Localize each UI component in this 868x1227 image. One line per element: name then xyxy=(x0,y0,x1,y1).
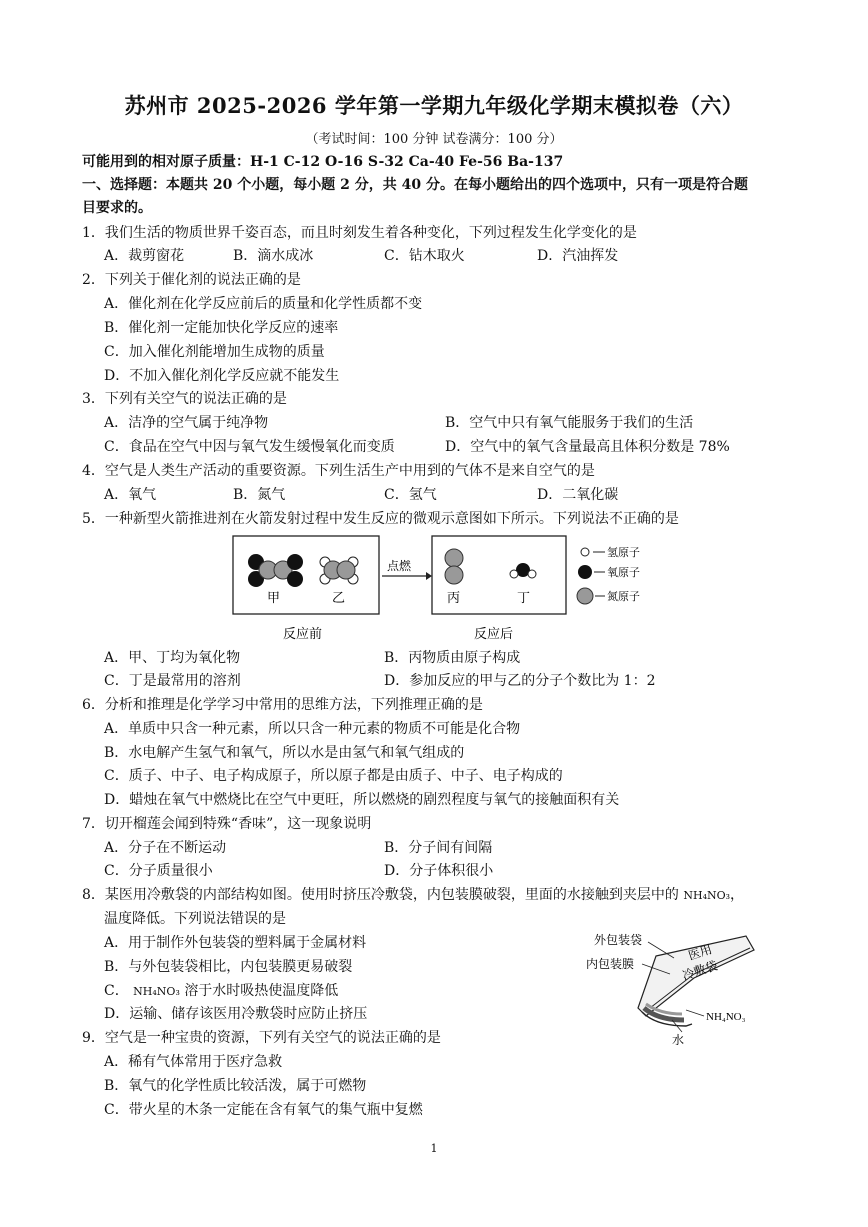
q4-option-c: C．氢气 xyxy=(384,487,437,503)
reaction-diagram xyxy=(232,532,672,647)
page-number: 1 xyxy=(430,1142,438,1155)
label-chem: NH₄NO₃ xyxy=(706,1011,746,1023)
label-water: 水 xyxy=(672,1033,685,1047)
question-7-stem: 7．切开榴莲会闻到特殊“香味”，这一现象说明 xyxy=(82,816,372,832)
q8-c-chem: NH₄NO₃ xyxy=(133,985,180,998)
q6-option-c: C．质子、中子、电子构成原子，所以原子都是由质子、中子、电子构成的 xyxy=(104,768,563,784)
legend-h: 氢原子 xyxy=(607,547,640,559)
q8-option-c: C． NH₄NO₃ 溶于水时吸热使温度降低 xyxy=(104,983,339,999)
label-before: 反应前 xyxy=(283,626,323,641)
q1-option-d: D．汽油挥发 xyxy=(537,248,619,264)
atomic-masses: 可能用到的相对原子质量：H-1 C-12 O-16 S-32 Ca-40 Fe-56 Ba-137 xyxy=(82,154,564,170)
q4-option-b: B．氮气 xyxy=(233,487,286,503)
label-ding: 丁 xyxy=(517,590,531,605)
label-med1: 医用 xyxy=(686,942,714,963)
q9-option-c: C．带火星的木条一定能在含有氧气的集气瓶中复燃 xyxy=(104,1102,423,1118)
q5-option-c: C．丁是最常用的溶剂 xyxy=(104,673,241,689)
q3-option-d: D．空气中的氧气含量最高且体积分数是 78% xyxy=(445,439,730,455)
question-2-stem: 2．下列关于催化剂的说法正确的是 xyxy=(82,272,301,288)
molecule-jia xyxy=(248,554,303,587)
q6-option-d: D．蜡烛在氧气中燃烧比在空气中更旺，所以燃烧的剧烈程度与氧气的接触面积有关 xyxy=(104,792,620,808)
q2-option-c: C．加入催化剂能增加生成物的质量 xyxy=(104,344,325,360)
q9-option-a: A．稀有气体常用于医疗急救 xyxy=(104,1054,283,1070)
label-after: 反应后 xyxy=(474,626,514,641)
molecule-bing xyxy=(445,549,463,584)
q9-option-b: B．氧气的化学性质比较活泼，属于可燃物 xyxy=(104,1078,367,1094)
arrow-label: 点燃 xyxy=(387,559,412,573)
legend-n-icon xyxy=(577,588,593,604)
label-yi: 乙 xyxy=(332,590,346,605)
q6-option-b: B．水电解产生氢气和氧气，所以水是由氢气和氧气组成的 xyxy=(104,745,465,761)
legend-n: 氮原子 xyxy=(607,591,640,603)
legend-h-icon xyxy=(581,548,589,556)
q8-stem-chem: NH₄NO₃ xyxy=(683,889,731,902)
exam-info: （考试时间：100 分钟 试卷满分：100 分） xyxy=(305,132,563,147)
question-8-stem-cont: 温度降低。下列说法错误的是 xyxy=(104,911,286,927)
q2-option-d: D．不加入催化剂化学反应就不能发生 xyxy=(104,368,340,384)
q6-option-a: A．单质中只含一种元素，所以只含一种元素的物质不可能是化合物 xyxy=(104,721,521,737)
q8-option-a: A．用于制作外包装袋的塑料属于金属材料 xyxy=(104,935,367,951)
q2-option-a: A．催化剂在化学反应前后的质量和化学性质都不变 xyxy=(104,296,423,312)
q2-option-b: B．催化剂一定能加快化学反应的速率 xyxy=(104,320,339,336)
q7-option-c: C．分子质量很小 xyxy=(104,863,213,879)
question-6-stem: 6．分析和推理是化学学习中常用的思维方法，下列推理正确的是 xyxy=(82,697,483,713)
section-heading: 一、选择题：本题共 20 个小题，每小题 2 分，共 40 分。在每小题给出的四个选项中，只有一项是符合题 xyxy=(82,177,748,193)
section-heading-cont: 目要求的。 xyxy=(82,200,152,216)
page-title: 苏州市 2025-2026 学年第一学期九年级化学期末模拟卷（六） xyxy=(124,93,744,118)
label-bing: 丙 xyxy=(447,590,461,605)
q8-option-b: B．与外包装袋相比，内包装膜更易破裂 xyxy=(104,959,353,975)
q3-option-c: C．食品在空气中因与氧气发生缓慢氧化而变质 xyxy=(104,439,395,455)
legend-o: 氧原子 xyxy=(607,567,640,579)
q5-option-a: A．甲、丁均为氧化物 xyxy=(104,650,241,666)
label-med2: 冷敷袋 xyxy=(680,958,720,983)
molecule-ding xyxy=(510,563,536,578)
q5-option-b: B．丙物质由原子构成 xyxy=(384,650,521,666)
q1-option-b: B．滴水成冰 xyxy=(233,248,314,264)
cold-pack-diagram xyxy=(586,930,786,1050)
question-5-stem: 5．一种新型火箭推进剂在火箭发射过程中发生反应的微观示意图如下所示。下列说法不正确的是 xyxy=(82,511,679,527)
label-jia: 甲 xyxy=(267,590,281,605)
q4-option-d: D．二氧化碳 xyxy=(537,487,619,503)
label-inner: 内包装膜 xyxy=(586,957,635,971)
q3-option-b: B．空气中只有氧气能服务于我们的生活 xyxy=(445,415,694,431)
q7-option-d: D．分子体积很小 xyxy=(384,863,494,879)
q5-option-d: D．参加反应的甲与乙的分子个数比为 1：2 xyxy=(384,673,656,689)
q7-option-b: B．分子间有间隔 xyxy=(384,840,493,856)
q4-option-a: A．氧气 xyxy=(104,487,157,503)
q1-option-a: A．裁剪窗花 xyxy=(104,248,185,264)
question-3-stem: 3．下列有关空气的说法正确的是 xyxy=(82,391,287,407)
question-1-stem: 1．我们生活的物质世界千姿百态，而且时刻发生着各种变化，下列过程发生化学变化的是 xyxy=(82,225,637,241)
legend-o-icon xyxy=(578,565,592,579)
question-4-stem: 4．空气是人类生产活动的重要资源。下列生活生产中用到的气体不是来自空气的是 xyxy=(82,463,595,479)
question-9-stem: 9．空气是一种宝贵的资源，下列有关空气的说法正确的是 xyxy=(82,1030,441,1046)
q1-option-c: C．钻木取火 xyxy=(384,248,465,264)
q8-option-d: D．运输、储存该医用冷敷袋时应防止挤压 xyxy=(104,1006,368,1022)
question-8-stem: 8．某医用冷敷袋的内部结构如图。使用时挤压冷敷袋，内包装膜破裂，里面的水接触到夹层中的 NH₄NO₃， xyxy=(82,887,745,903)
molecule-yi xyxy=(320,557,358,584)
q3-option-a: A．洁净的空气属于纯净物 xyxy=(104,415,269,431)
q7-option-a: A．分子在不断运动 xyxy=(104,840,227,856)
label-outer: 外包装袋 xyxy=(594,933,643,947)
q8-stem-part1: 8．某医用冷敷袋的内部结构如图。使用时挤压冷敷袋，内包装膜破裂，里面的水接触到夹层中的 xyxy=(82,887,679,903)
